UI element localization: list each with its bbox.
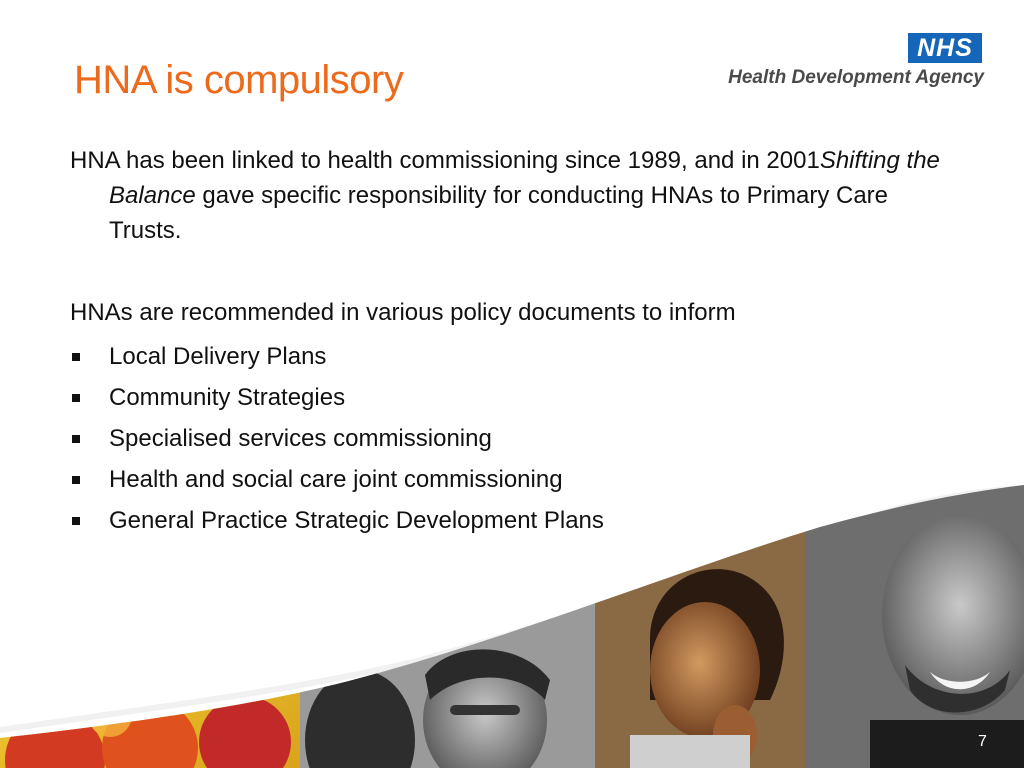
slide-title: HNA is compulsory <box>74 58 404 102</box>
policy-title: Shifting the Balance <box>109 147 940 209</box>
man-photo <box>805 470 1024 768</box>
nhs-badge: NHS <box>908 33 982 63</box>
page-number: 7 <box>978 733 987 750</box>
women-photo <box>300 600 600 768</box>
paragraph-history-text: HNA has been linked to health commissioning since 1989, and in 2001 <box>70 147 820 174</box>
photo-collage <box>0 470 1024 768</box>
agency-name: Health Development Agency <box>728 67 984 88</box>
list-item-text: Specialised services commissioning <box>109 425 492 452</box>
paragraph-policy-intro: HNAs are recommended in various policy documents to inform <box>70 299 736 326</box>
list-item-text: Health and social care joint commissioning <box>109 466 563 493</box>
paragraph-history-text-end: gave specific responsibility for conducting HNAs to Primary Care Trusts. <box>109 182 889 244</box>
child-photo <box>595 520 810 768</box>
apples-photo <box>0 600 310 768</box>
list-item-text: General Practice Strategic Development Plans <box>109 507 604 534</box>
list-item-text: Local Delivery Plans <box>109 343 327 370</box>
list-item-text: Community Strategies <box>109 384 346 411</box>
